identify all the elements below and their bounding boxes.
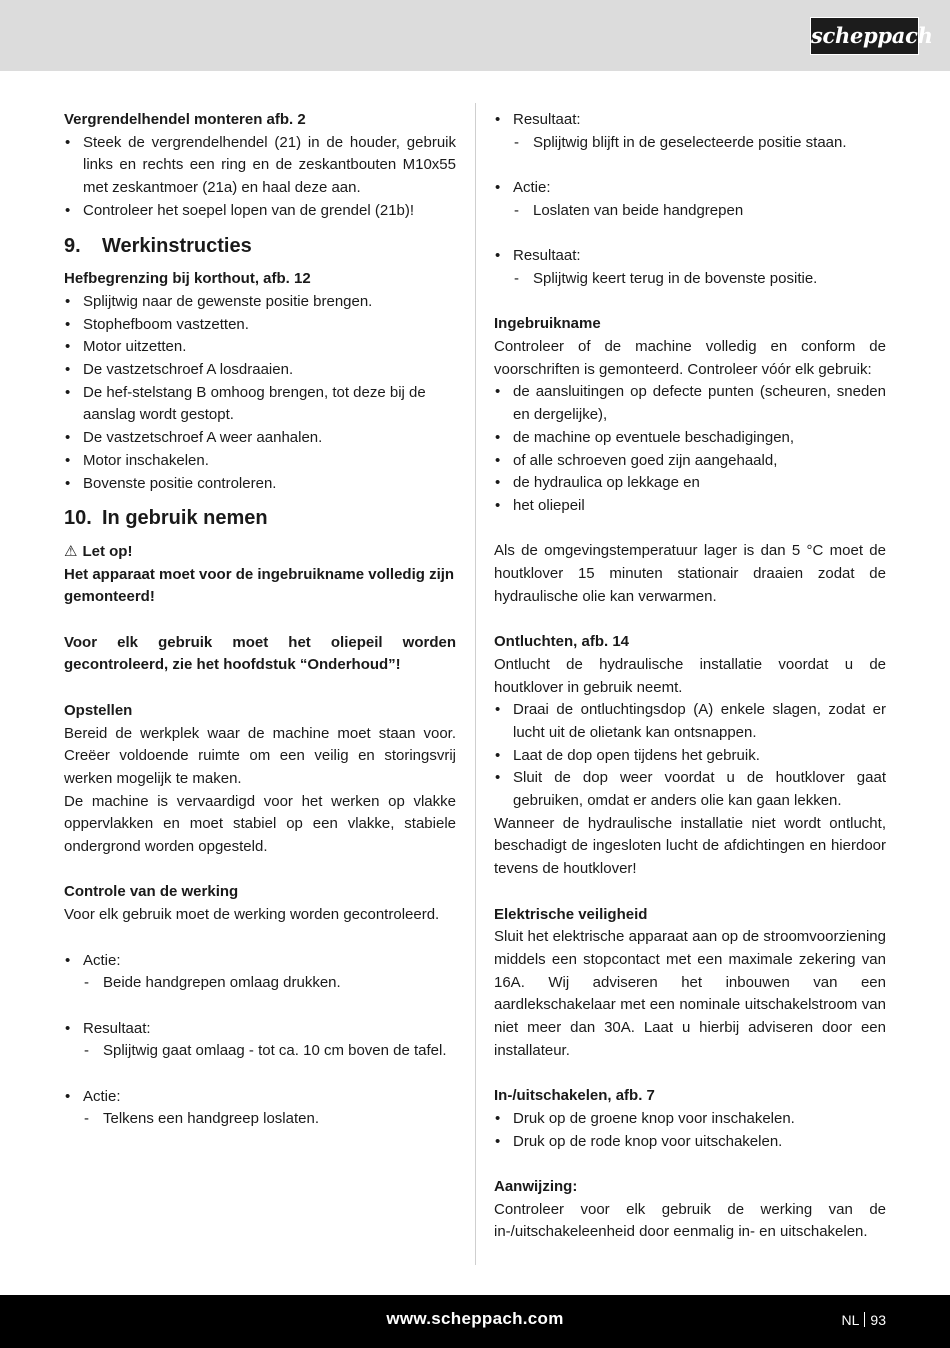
list-item: • de machine op eventuele beschadigingen, — [494, 427, 886, 450]
step-detail: - Beide handgrepen omlaag drukken. — [64, 972, 456, 995]
section-title: In gebruik nemen — [102, 507, 268, 530]
switch-list — [494, 1108, 886, 1153]
temperature-text: Als de omgevingstemperatuur lager is dan 5 °C moet de houtklover 15 minuten stationair draaien zodat de hydraulische olie kan verwarmen. — [494, 542, 886, 605]
list-item: • Steek de vergrendelhendel (21) in de houder, gebruik links en rechts een ring en de zeskantbouten M10x55 met zeskantmoer (21a) en haal deze aan. — [64, 132, 456, 200]
section-number: 9. — [64, 234, 81, 257]
section-heading-10 — [64, 495, 456, 541]
list-item: • Stophefboom vastzetten. — [64, 314, 456, 337]
right-column — [494, 109, 886, 1244]
electrical-text: Sluit het elektrische apparaat aan op de stroomvoorziening middels een stopcontact met een maximale zekering van 16A. Wij adviseren het inbouwen van een aardlekschakelaar met een nominale uitschakelstroom van niet meer dan 30A. Laat u hierbij adviseren door een installateur. — [494, 928, 886, 1059]
step-list — [494, 177, 886, 222]
list-item: • Laat de dop open tijdens het gebruik. — [494, 745, 886, 768]
step-detail: - Splijtwig blijft in de geselecteerde positie staan. — [494, 132, 886, 155]
step-list — [64, 1018, 456, 1063]
list-item: • Controleer het soepel lopen van de grendel (21b)! — [64, 200, 456, 223]
switch-title: In-/uitschakelen, afb. 7 — [494, 1087, 655, 1105]
warning-label: ⚠ Let op! — [64, 542, 133, 560]
page-number — [842, 1309, 886, 1332]
setup-text: Bereid de werkplek waar de machine moet staan voor. Creëer voldoende ruimte om een veilig en storingsvrij werken mogelijk te maken. — [64, 724, 456, 787]
list-item: • De vastzetschroef A losdraaien. — [64, 359, 456, 382]
page-number-value: 93 — [870, 1312, 886, 1328]
list-item: • het oliepeil — [494, 495, 886, 518]
page-separator — [864, 1312, 865, 1327]
list-item: • De vastzetschroef A weer aanhalen. — [64, 427, 456, 450]
column-divider — [475, 103, 476, 1265]
section-heading-9 — [64, 223, 456, 269]
brand-logo: scheppach — [810, 17, 919, 55]
electrical-title: Elektrische veiligheid — [494, 905, 648, 923]
step-detail: - Loslaten van beide handgrepen — [494, 200, 886, 223]
header-bar — [0, 0, 950, 71]
step-list — [494, 245, 886, 290]
list-item: • De hef-stelstang B omhoog brengen, tot deze bij de aanslag wordt gestopt. — [64, 382, 456, 427]
list-item: • de hydraulica op lekkage en — [494, 472, 886, 495]
step-label: • Resultaat: — [64, 1018, 456, 1041]
vent-list — [494, 699, 886, 813]
step-label: • Actie: — [494, 177, 886, 200]
left-column — [64, 109, 456, 1131]
setup-title: Opstellen — [64, 701, 133, 719]
step-label: • Resultaat: — [494, 245, 886, 268]
mount-title: Vergrendelhendel monteren afb. 2 — [64, 111, 306, 128]
list-item: • Bovenste positie controleren. — [64, 473, 456, 496]
mount-list — [64, 132, 456, 223]
step-list — [64, 1086, 456, 1131]
commission-text: Controleer of de machine volledig en conform de voorschriften is gemonteerd. Controleer vóór elk gebruik: — [494, 337, 886, 378]
step-label: • Resultaat: — [494, 109, 886, 132]
language-code: NL — [841, 1312, 860, 1328]
section-number: 10. — [64, 507, 92, 530]
step-label: • Actie: — [64, 950, 456, 973]
list-item: • Draai de ontluchtingsdop (A) enkele slagen, zodat er lucht uit de olietank kan ontsnappen. — [494, 699, 886, 744]
list-item: • Druk op de groene knop voor inschakelen. — [494, 1108, 886, 1131]
footer-url: www.scheppach.com — [386, 1309, 564, 1328]
step-list — [64, 950, 456, 995]
lift-title: Hefbegrenzing bij korthout, afb. 12 — [64, 270, 311, 288]
vent-title: Ontluchten, afb. 14 — [494, 633, 630, 651]
lift-list — [64, 291, 456, 495]
note-text: Controleer voor elk gebruik de werking van de in-/uitschakeleenheid door eenmalig in- en uitschakelen. — [494, 1200, 886, 1241]
list-item: • Motor uitzetten. — [64, 336, 456, 359]
warning-text: Het apparaat moet voor de ingebruikname volledig zijn gemonteerd! — [64, 565, 455, 606]
footer-bar — [0, 1295, 950, 1348]
step-list — [494, 109, 886, 154]
warning-triangle-icon: ⚠ — [64, 542, 78, 560]
vent-text: Ontlucht de hydraulische installatie voordat u de houtklover in gebruik neemt. — [494, 655, 886, 696]
list-item: • Sluit de dop weer voordat u de houtklover gaat gebruiken, omdat er anders olie kan gaan lekken. — [494, 767, 886, 812]
step-detail: - Splijtwig gaat omlaag - tot ca. 10 cm boven de tafel. — [64, 1040, 456, 1063]
setup-text: De machine is vervaardigd voor het werken op vlakke oppervlakken en moet stabiel op een vlakke, stabiele ondergrond worden opgesteld. — [64, 792, 456, 856]
step-label: • Actie: — [64, 1086, 456, 1109]
oil-warning: Voor elk gebruik moet het oliepeil worden gecontroleerd, zie het hoofdstuk “Onderhoud”! — [64, 633, 456, 674]
commission-title: Ingebruikname — [494, 315, 601, 333]
check-title: Controle van de werking — [64, 883, 239, 901]
step-detail: - Telkens een handgreep loslaten. — [64, 1108, 456, 1131]
list-item: • de aansluitingen op defecte punten (scheuren, sneden en dergelijke), — [494, 381, 886, 426]
check-text: Voor elk gebruik moet de werking worden gecontroleerd. — [64, 906, 440, 924]
note-title: Aanwijzing: — [494, 1177, 578, 1195]
commission-list — [494, 381, 886, 517]
section-title: Werkinstructies — [102, 234, 252, 257]
list-item: • Motor inschakelen. — [64, 450, 456, 473]
list-item: • of alle schroeven goed zijn aangehaald, — [494, 450, 886, 473]
list-item: • Splijtwig naar de gewenste positie brengen. — [64, 291, 456, 314]
list-item: • Druk op de rode knop voor uitschakelen. — [494, 1131, 886, 1154]
step-detail: - Splijtwig keert terug in de bovenste positie. — [494, 268, 886, 291]
vent-after-text: Wanneer de hydraulische installatie niet wordt ontlucht, beschadigt de ingesloten lucht de afdichtingen en hierdoor tevens de houtklover! — [494, 814, 886, 878]
